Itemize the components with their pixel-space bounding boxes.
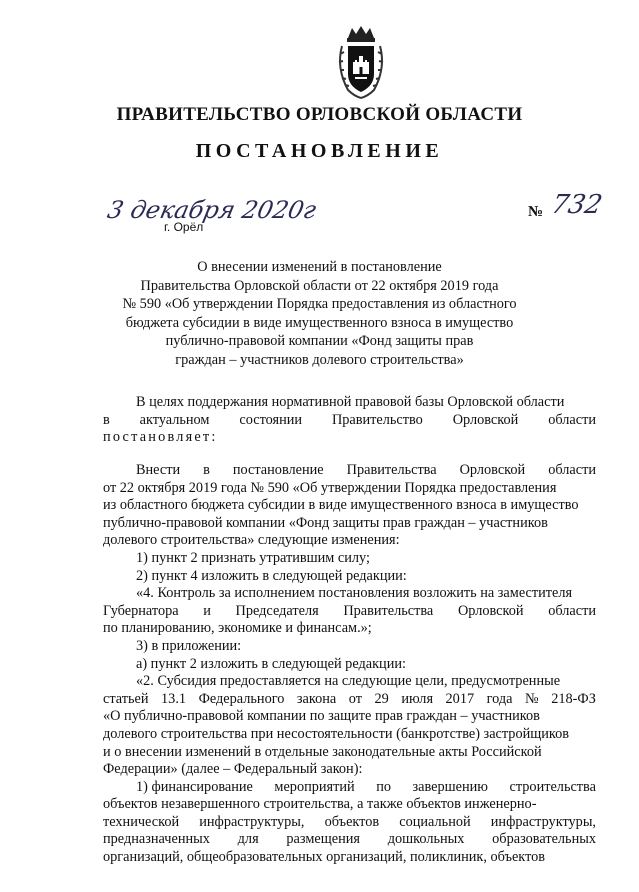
word: образовательных <box>492 831 596 848</box>
word: по <box>376 778 391 795</box>
word: объектов <box>324 813 380 830</box>
justified-line <box>103 831 596 849</box>
text-line: публично-правовой компании «Фонд защиты прав граждан – участников <box>103 514 548 531</box>
handwritten-date: 3 декабря 2020г <box>105 196 319 224</box>
handwritten-number: 732 <box>548 190 605 220</box>
list-item: 3) в приложении: <box>136 637 242 654</box>
justified-line <box>103 691 596 709</box>
word: размещения <box>286 831 360 848</box>
word: года <box>486 690 513 707</box>
justified-line <box>103 462 596 480</box>
word: 13.1 <box>161 690 187 707</box>
text-line: постановляет: <box>103 429 218 446</box>
city-label: г. Орёл <box>164 220 204 234</box>
text-line: Федерации» (далее – Федеральный закон): <box>103 761 363 778</box>
word: Правительства <box>346 462 437 478</box>
word: Правительства <box>343 602 434 619</box>
word: технической <box>103 813 180 830</box>
word: статьей <box>103 690 149 707</box>
text-line: из областного бюджета субсидии в виде имущественного взноса в имущество <box>103 497 579 514</box>
word: мероприятий <box>274 778 355 795</box>
justified-line <box>103 603 596 621</box>
justified-line <box>103 779 596 797</box>
text-line: «2. Субсидия предоставляется на следующие цели, предусмотренные <box>136 673 561 690</box>
text-line: долевого строительства при несостоятельности (банкротстве) застройщиков <box>103 725 570 742</box>
word: закона <box>296 690 337 707</box>
word: Орловской <box>459 462 526 478</box>
text-line: от 22 октября 2019 года № 590 «Об утверждении Порядка предоставления <box>103 479 557 496</box>
word: Председателя <box>235 602 319 619</box>
word: и <box>203 602 211 619</box>
word: состоянии <box>239 411 303 428</box>
title-line: О внесении изменений в постановление <box>197 259 442 275</box>
list-item: 1) пункт 2 признать утратившим силу; <box>136 549 370 566</box>
word: постановление <box>232 462 324 478</box>
number-label: № <box>528 204 544 220</box>
word: июля <box>401 690 434 707</box>
word: области <box>548 411 596 428</box>
word: актуальном <box>139 411 210 428</box>
word: предназначенных <box>103 831 210 848</box>
text-line: долевого строительства» следующие изменения: <box>103 532 400 549</box>
word: 2017 <box>445 690 475 707</box>
text-line: «4. Контроль за исполнением постановления возложить на заместителя <box>136 585 573 602</box>
word: в <box>203 462 210 478</box>
title-line: граждан – участников долевого строительства» <box>175 351 464 368</box>
word: 29 <box>374 690 389 707</box>
word: области <box>548 462 596 478</box>
word: Федерального <box>198 690 285 707</box>
text-line: «О публично-правовой компании по защите прав граждан – участников <box>103 708 540 725</box>
word: № <box>525 690 539 707</box>
word: социальной <box>399 813 471 830</box>
text-line: В целях поддержания нормативной правовой базы Орловской области <box>136 394 565 410</box>
text-line: и о внесении изменений в отдельные законодательные акты Российской <box>103 743 542 760</box>
word: Губернатора <box>103 602 179 619</box>
word: в <box>103 411 110 428</box>
text-line: по планированию, экономике и финансам.»; <box>103 620 372 637</box>
text-line: объектов незавершенного строительства, а также объектов инженерно- <box>103 796 537 813</box>
justified-line <box>103 412 596 430</box>
document-type: ПОСТАНОВЛЕНИЕ <box>195 140 444 162</box>
word: Орловской <box>452 411 519 428</box>
operative-paragraph <box>103 462 596 867</box>
word: дошкольных <box>387 831 465 848</box>
preamble-paragraph <box>103 394 596 447</box>
organization-name: ПРАВИТЕЛЬСТВО ОРЛОВСКОЙ ОБЛАСТИ <box>116 104 523 125</box>
word: для <box>237 831 259 848</box>
word: Правительство <box>331 411 423 428</box>
list-item: 2) пункт 4 изложить в следующей редакции: <box>136 567 407 584</box>
justified-line <box>103 814 596 832</box>
word: строительства <box>509 778 596 795</box>
word: от <box>348 690 362 707</box>
title-line: Правительства Орловской области от 22 октября 2019 года <box>140 277 499 294</box>
word: 1) финансирование <box>136 778 253 795</box>
text-line: организаций, общеобразовательных организаций, поликлиник, объектов <box>103 849 546 866</box>
word: 218-ФЗ <box>551 690 596 707</box>
list-item: а) пункт 2 изложить в следующей редакции: <box>136 655 406 672</box>
word: Орловской <box>457 602 524 619</box>
word: инфраструктуры, <box>199 813 305 830</box>
document-title <box>0 258 639 370</box>
title-line: публично-правовой компании «Фонд защиты прав <box>165 333 474 350</box>
coat-of-arms-icon <box>334 24 388 100</box>
word: Внести <box>136 462 181 478</box>
title-line: бюджета субсидии в виде имущественного взноса в имущество <box>125 314 514 331</box>
word: инфраструктуры, <box>490 813 596 830</box>
word: завершению <box>412 778 488 795</box>
word: области <box>548 602 596 619</box>
title-line: № 590 «Об утверждении Порядка предоставления из областного <box>122 296 517 313</box>
